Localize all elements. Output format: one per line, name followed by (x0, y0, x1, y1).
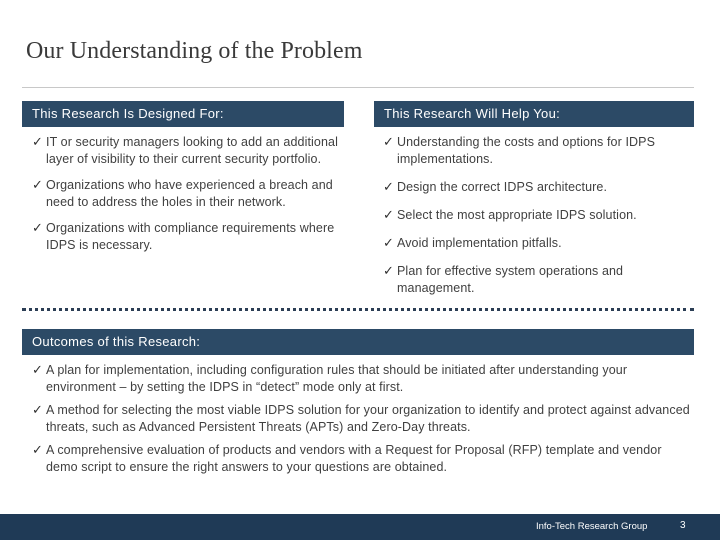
list-item (32, 402, 692, 436)
checkmark-icon: ✓ (32, 403, 43, 418)
outcomes-list (32, 362, 692, 476)
list-item (32, 362, 692, 396)
list-item (32, 220, 342, 254)
footer-brand: Info-Tech Research Group (536, 521, 648, 532)
checkmark-icon: ✓ (383, 180, 394, 195)
list-item-text: A plan for implementation, including configuration rules that should be initiated after understanding your environment – by setting the IDPS in “detect” mode only at first. (46, 363, 628, 394)
checkmark-icon: ✓ (383, 264, 394, 279)
left-panel-header: This Research Is Designed For: (22, 101, 344, 127)
list-item-text: A method for selecting the most viable IDPS solution for your organization to identify and protect against advanced threats, such as Advanced Persistent Threats (APTs) and Zero-Day threats. (46, 403, 690, 434)
footer-bar (0, 514, 720, 540)
left-panel-list (32, 134, 342, 254)
list-item (32, 442, 692, 476)
checkmark-icon: ✓ (32, 443, 43, 458)
list-item (383, 235, 688, 252)
list-item (32, 134, 342, 168)
list-item (383, 179, 688, 196)
checkmark-icon: ✓ (32, 221, 43, 236)
list-item-text: Understanding the costs and options for IDPS implementations. (397, 135, 656, 166)
list-item-text: Design the correct IDPS architecture. (397, 180, 608, 194)
checkmark-icon: ✓ (32, 178, 43, 193)
section-divider-dotted (22, 308, 694, 311)
checkmark-icon: ✓ (383, 236, 394, 251)
list-item-text: A comprehensive evaluation of products and vendors with a Request for Proposal (RFP) template and vendor demo script to ensure the right answers to your questions are obtained. (46, 443, 662, 474)
list-item-text: IT or security managers looking to add an additional layer of visibility to their current security portfolio. (46, 135, 338, 166)
page-title: Our Understanding of the Problem (26, 38, 363, 64)
checkmark-icon: ✓ (383, 135, 394, 150)
outcomes-header: Outcomes of this Research: (22, 329, 694, 355)
title-divider (22, 87, 694, 88)
page-number: 3 (680, 520, 686, 531)
list-item (383, 263, 688, 297)
right-panel-list (383, 134, 688, 297)
right-panel-header: This Research Will Help You: (374, 101, 694, 127)
checkmark-icon: ✓ (383, 208, 394, 223)
list-item (383, 134, 688, 168)
list-item-text: Avoid implementation pitfalls. (397, 236, 562, 250)
list-item (32, 177, 342, 211)
checkmark-icon: ✓ (32, 135, 43, 150)
checkmark-icon: ✓ (32, 363, 43, 378)
list-item (383, 207, 688, 224)
list-item-text: Organizations who have experienced a breach and need to address the holes in their network. (46, 178, 333, 209)
list-item-text: Plan for effective system operations and management. (397, 264, 624, 295)
list-item-text: Organizations with compliance requirements where IDPS is necessary. (46, 221, 335, 252)
list-item-text: Select the most appropriate IDPS solution. (397, 208, 637, 222)
